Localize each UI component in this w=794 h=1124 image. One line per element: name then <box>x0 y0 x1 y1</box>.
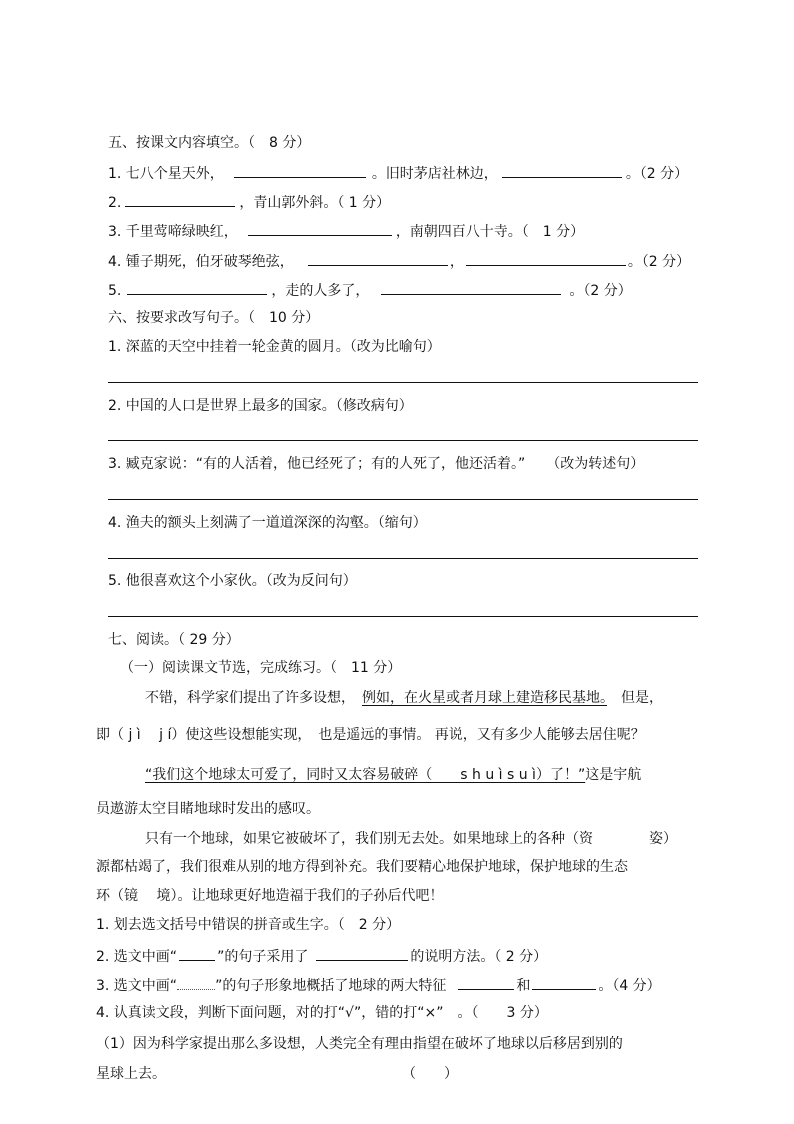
s7-subheading: （一）阅读课文节选，完成练习。（ 11 分） <box>120 660 402 676</box>
blank-q3b[interactable] <box>532 975 596 990</box>
passage-line-1: 不错，科学家们提出了许多设想， 例如，在火星或者月球上建造移民基地。 但是， <box>145 690 663 706</box>
answer-line-3[interactable] <box>108 499 698 500</box>
section5-heading: 五、按课文内容填空。（ 8 分） <box>108 135 311 151</box>
passage-line-5: 只有一个地球，如果它被破坏了，我们别无去处。如果地球上的各种（资 姿） <box>145 831 677 847</box>
blank-q2[interactable] <box>316 946 408 961</box>
blank-1a[interactable] <box>234 163 366 178</box>
blank-4b[interactable] <box>466 251 626 266</box>
blank-q3a[interactable] <box>458 975 514 990</box>
passage-line-4: 员遨游太空目睹地球时发出的感叹。 <box>96 801 320 817</box>
s5-question-2: 2. ，青山郭外斜。（ 1 分） <box>108 192 390 212</box>
s6-question-3: 3. 臧克家说：“有的人活着，他已经死了；有的人死了，他还活着。” （改为转述句） <box>108 456 645 472</box>
blank-3[interactable] <box>248 221 392 236</box>
dotted-mark <box>177 977 215 990</box>
blank-1b[interactable] <box>502 163 622 178</box>
judgment-1-answer[interactable]: （ ） <box>402 1066 458 1082</box>
section6-heading: 六、按要求改写句子。（ 10 分） <box>108 310 320 326</box>
s7-question-2: 2. 选文中画“ ”的句子采用了 的说明方法。（ 2 分） <box>96 946 547 966</box>
s7-question-1: 1. 划去选文括号中错误的拼音或生字。（ 2 分） <box>96 917 401 933</box>
passage-line-2: 即（ j ì j í）使这些设想能实现， 也是遥远的事情。 再说，又有多少人能够去居住呢？ <box>96 727 645 743</box>
underlined-sentence-1: 例如，在火星或者月球上建造移民基地。 <box>362 690 607 706</box>
s5-question-5: 5. ，走的人多了， 。（2 分） <box>108 280 632 300</box>
passage-line-3: “我们这个地球太可爱了，同时又太容易破碎（ s h u ì s u ì）了！”这是宇航 <box>145 767 642 783</box>
answer-line-5[interactable] <box>108 616 698 617</box>
s6-question-4: 4. 渔夫的额头上刻满了一道道深深的沟壑。（缩句） <box>108 515 427 531</box>
s7-question-3: 3. 选文中画“ ”的句子形象地概括了地球的两大特征 和 。（4 分） <box>96 975 661 995</box>
blank-5b[interactable] <box>381 280 561 295</box>
answer-line-4[interactable] <box>108 558 698 559</box>
answer-line-2[interactable] <box>108 440 698 441</box>
judgment-1-line-1: （1）因为科学家提出那么多设想，人类完全有理由指望在破坏了地球以后移居到别的 <box>96 1036 623 1052</box>
s5-question-1: 1. 七八个星天外， 。旧时茅店社林边， 。（2 分） <box>108 163 688 183</box>
blank-5a[interactable] <box>127 280 267 295</box>
blank-4a[interactable] <box>308 251 448 266</box>
passage-line-6: 源都枯竭了，我们很难从别的地方得到补充。我们要精心地保护地球，保护地球的生态 <box>96 859 628 875</box>
blank-2[interactable] <box>125 192 235 207</box>
blank-q2-mark <box>179 946 215 961</box>
passage-line-7: 环（镜 境）。让地球更好地造福于我们的子孙后代吧！ <box>96 888 444 904</box>
s6-question-1: 1. 深蓝的天空中挂着一轮金黄的圆月。（改为比喻句） <box>108 339 441 355</box>
s5-question-4: 4. 锺子期死，伯牙破琴绝弦， ， 。（2 分） <box>108 251 690 271</box>
s6-question-2: 2. 中国的人口是世界上最多的国家。（修改病句） <box>108 398 413 414</box>
section7-heading: 七、阅读。（ 29 分） <box>108 632 240 648</box>
answer-line-1[interactable] <box>108 382 698 383</box>
s7-question-4: 4. 认真读文段，判断下面问题，对的打“√”，错的打“×” 。（ 3 分） <box>96 1005 548 1021</box>
underlined-sentence-2: “我们这个地球太可爱了，同时又太容易破碎（ s h u ì s u ì）了！” <box>145 767 586 783</box>
s5-question-3: 3. 千里莺啼绿映红， ，南朝四百八十寺。（ 1 分） <box>108 221 584 241</box>
judgment-1-line-2: 星球上去。 <box>96 1066 166 1082</box>
s6-question-5: 5. 他很喜欢这个小家伙。（改为反问句） <box>108 573 357 589</box>
